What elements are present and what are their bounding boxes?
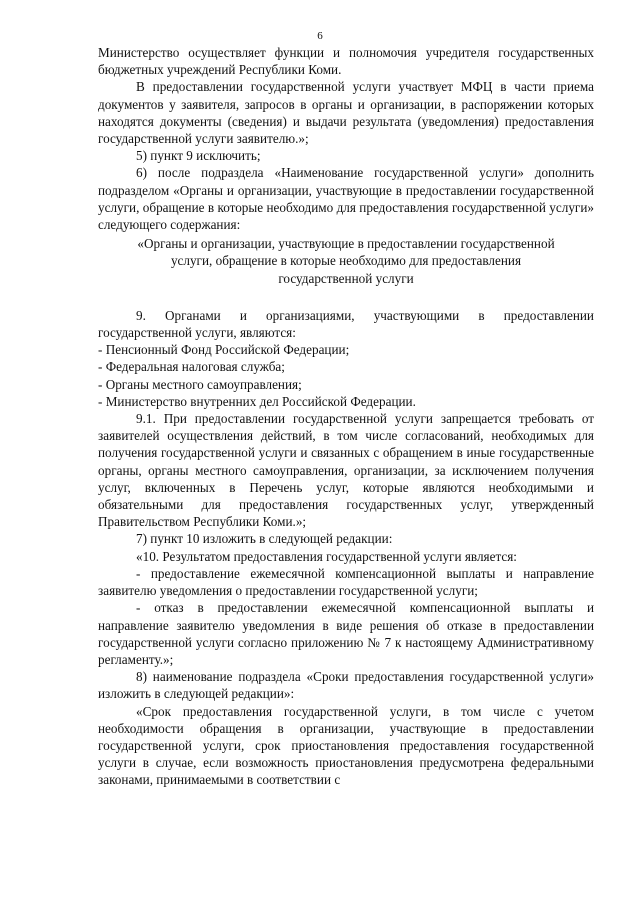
paragraph-mfc-participation: В предоставлении государственной услуги участвует МФЦ в части приема документов у заявителя, запросов в органы и организации, в распоряжении которых находятся документы (сведения) и выдачи результата (уведомления) предоставления государственной услуги заявителю.»;	[98, 79, 594, 147]
paragraph-ministry-functions: Министерство осуществляет функции и полномочия учредителя государственных бюджетных учреждений Республики Коми.	[98, 45, 594, 78]
paragraph-point-10: «10. Результатом предоставления государственной услуги является:	[136, 548, 517, 564]
paragraph-term-heading: «Срок предоставления государственной услуги, в том числе с учетом необходимости обращения в организации, участвующие в предоставлении государственной услуги, срок приостановления предоставления государственной услуги в случае, если возможность приостановления предусмотрена федеральными законами, принимаемыми в соответствии с	[98, 703, 594, 788]
list-item-pension-fund: - Пенсионный Фонд Российской Федерации;	[98, 342, 350, 358]
paragraph-item-7: 7) пункт 10 изложить в следующей редакции:	[136, 531, 393, 547]
list-item-local-government: - Органы местного самоуправления;	[98, 376, 302, 392]
paragraph-item-5: 5) пункт 9 исключить;	[136, 148, 261, 164]
paragraph-item-8: 8) наименование подраздела «Сроки предоставления государственной услуги» изложить в следующей редакции»:	[98, 669, 594, 702]
paragraph-point-9-1: 9.1. При предоставлении государственной услуги запрещается требовать от заявителей осуществления действий, в том числе согласований, необходимых для получения государственной услуги и связанных с обращением в иные государственные органы, органы местного самоуправления, организации, за исключением получения услуг, включенных в Перечень услуг, которые являются необходимыми и обязательными для предоставления государственных услуг, утвержденный Правительством Республики Коми.»;	[98, 411, 594, 530]
list-item-interior-ministry: - Министерство внутренних дел Российской Федерации.	[98, 393, 416, 409]
spacer	[98, 287, 594, 307]
document-body	[98, 44, 594, 789]
list-item-tax-service: - Федеральная налоговая служба;	[98, 359, 285, 375]
list-item-refusal: - отказ в предоставлении ежемесячной компенсационной выплаты и направление заявителю уведомления в виде решения об отказе в предоставлении государственной услуги согласно приложению № 7 к настоящему Административному регламенту.»;	[98, 600, 594, 667]
page-number: 6	[317, 30, 323, 42]
paragraph-item-6: 6) после подраздела «Наименование государственной услуги» дополнить подразделом «Органы и организации, участвующие в предоставлении государственной услуги, обращение в которые необходимо для предоставления государственной услуги» следующего содержания:	[98, 165, 594, 233]
paragraph-point-9: 9. Органами и организациями, участвующими в предоставлении государственной услуги, являются:	[98, 307, 594, 341]
list-item-provision: - предоставление ежемесячной компенсационной выплаты и направление заявителю уведомления о предоставлении государственной услуги;	[98, 565, 594, 599]
subsection-heading-organizations: «Органы и организации, участвующие в предоставлении государственной услуги, обращение в которые необходимо для предоставления государственной услуги	[137, 236, 555, 286]
